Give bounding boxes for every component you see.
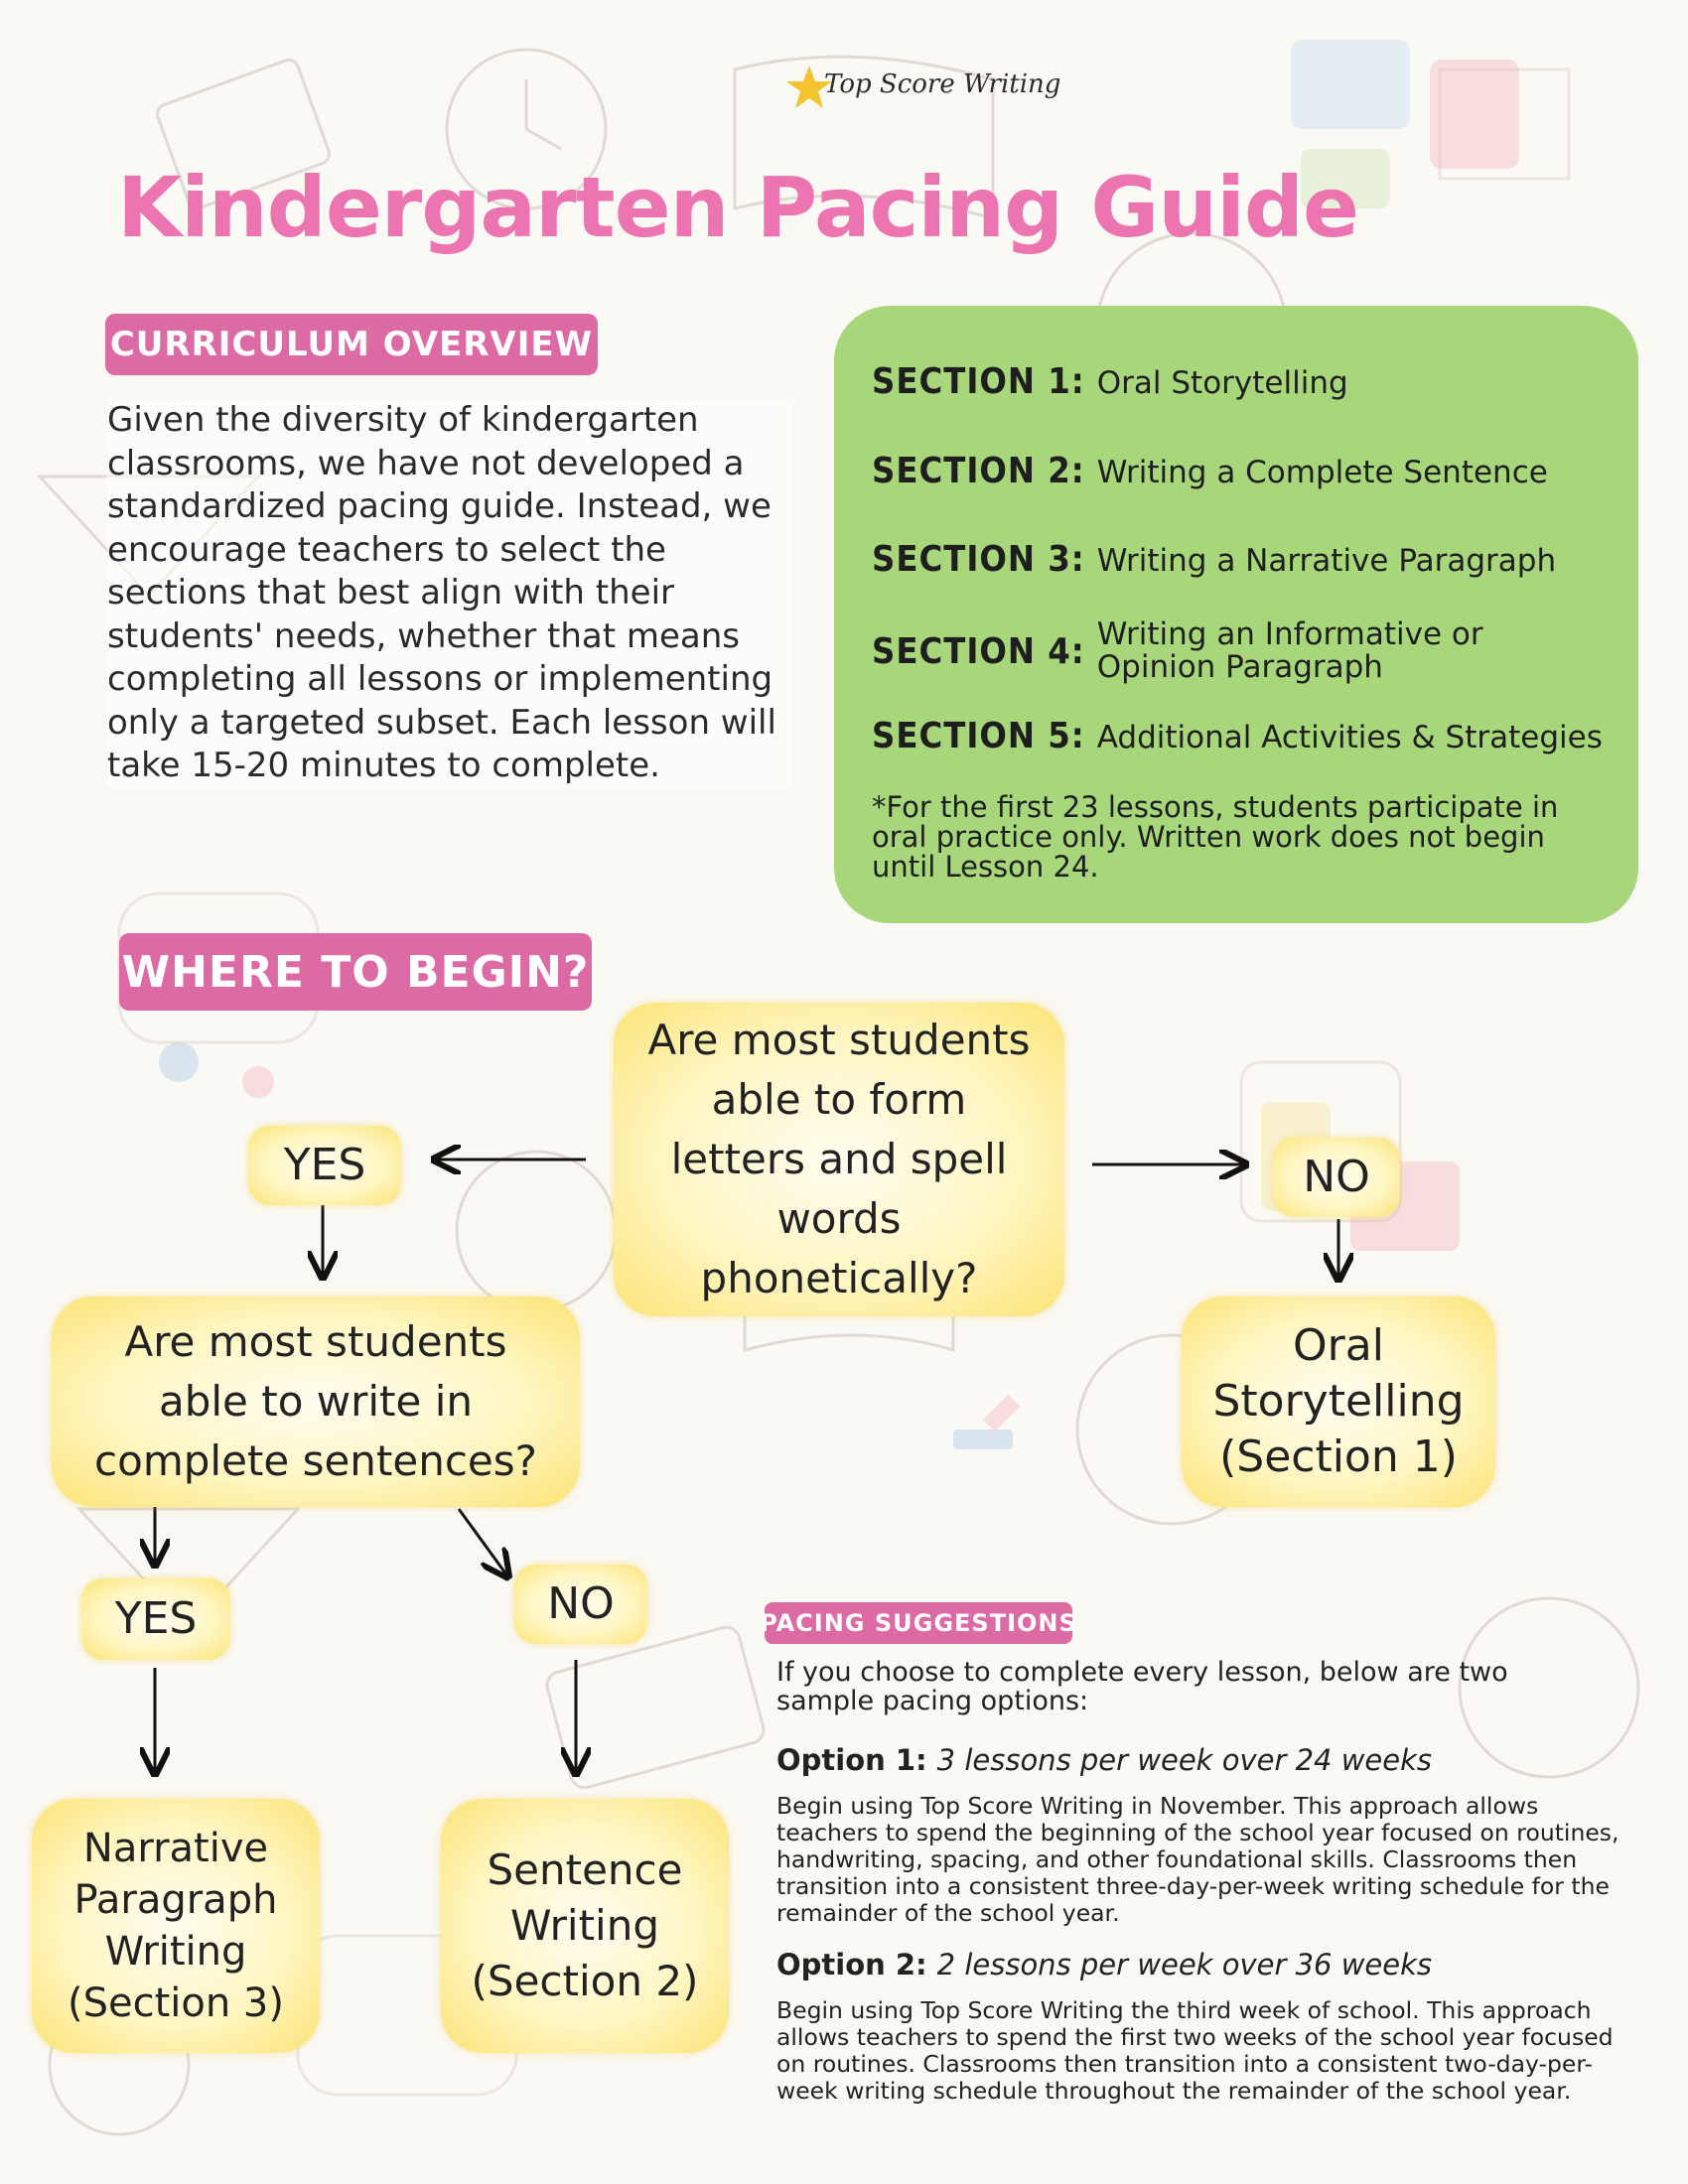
q2-no-node — [514, 1565, 647, 1644]
section-5-desc: Additional Activities & Strategies — [1096, 720, 1603, 755]
result-oral-text: Oral Storytelling (Section 1) — [1212, 1320, 1465, 1482]
page-title: Kindergarten Pacing Guide — [117, 159, 1359, 256]
result-sentence-text: Sentence Writing (Section 2) — [471, 1845, 699, 2005]
pacing-suggestions-heading: PACING SUGGESTIONS — [765, 1602, 1072, 1644]
q2-yes-label: YES — [114, 1593, 198, 1644]
q1-yes-label: YES — [283, 1140, 366, 1190]
question-2-text: Are most students able to write in complete sentences? — [94, 1317, 537, 1485]
section-5-label: SECTION 5: — [872, 716, 1085, 756]
q2-no-label: NO — [547, 1578, 615, 1629]
section-3-label: SECTION 3: — [872, 539, 1085, 580]
section-1-label: SECTION 1: — [872, 361, 1085, 402]
result-sentence-node — [441, 1799, 729, 2053]
q2-yes-node — [81, 1578, 230, 1660]
result-narrative-text: Narrative Paragraph Writing (Section 3) — [68, 1826, 284, 2026]
result-narrative-node — [32, 1799, 320, 2053]
section-1-desc: Oral Storytelling — [1096, 365, 1348, 401]
section-2-desc: Writing a Complete Sentence — [1096, 455, 1548, 490]
question-1-node — [614, 1003, 1064, 1316]
section-3-desc: Writing a Narrative Paragraph — [1096, 543, 1557, 579]
question-2-node — [52, 1297, 580, 1507]
option-2-label: Option 2: — [776, 1948, 927, 1981]
option-2-body: Begin using Top Score Writing the third week of school. This approach allows teachers to spend the first two weeks of the school year focused on routines. Classrooms then transition into a consistent two-day-per-week writing schedule throughout the remainder of the school year. — [776, 1996, 1614, 2105]
section-4-label: SECTION 4: — [872, 630, 1085, 672]
arrow-q2-no — [459, 1509, 506, 1574]
question-1-text: Are most students able to form letters and spell words phonetically? — [647, 1016, 1031, 1302]
option-2-heading — [776, 1948, 1432, 1981]
q1-no-label: NO — [1303, 1152, 1370, 1202]
sections-note: *For the first 23 lessons, students participate in oral practice only. Written work does not begin until Lesson 24. — [872, 790, 1559, 884]
q1-no-node — [1273, 1138, 1400, 1217]
option-1-label: Option 1: — [776, 1743, 927, 1777]
q1-yes-node — [248, 1126, 401, 1205]
option-1-heading — [776, 1743, 1432, 1777]
pacing-intro: If you choose to complete every lesson, below are two sample pacing options: — [776, 1657, 1508, 1716]
option-2-summary: 2 lessons per week over 36 weeks — [936, 1948, 1433, 1981]
option-1-body: Begin using Top Score Writing in November. This approach allows teachers to spend the beginning of the school year focused on routines, handwriting, spacing, and other foundational skills. Classrooms then transition into a consistent three-day-per-week writing schedule for the remainder of the school year. — [776, 1792, 1619, 1927]
section-4-desc: Writing an Informative or Opinion Paragraph — [1096, 616, 1483, 685]
result-oral-node — [1182, 1297, 1495, 1507]
option-1-summary: 3 lessons per week over 24 weeks — [936, 1743, 1433, 1777]
where-to-begin-heading: WHERE TO BEGIN? — [119, 933, 592, 1011]
curriculum-overview-heading: CURRICULUM OVERVIEW — [105, 314, 598, 375]
section-2-label: SECTION 2: — [872, 451, 1085, 491]
logo-text: Top Score Writing — [824, 69, 1061, 99]
overview-paragraph: Given the diversity of kindergarten classrooms, we have not developed a standardized pacing guide. Instead, we encourage teachers to select the sections that best align with their students' needs, whether that means completing all lessons or implementing only a targeted subset. Each lesson will take 15-20 minutes to complete. — [107, 399, 792, 788]
